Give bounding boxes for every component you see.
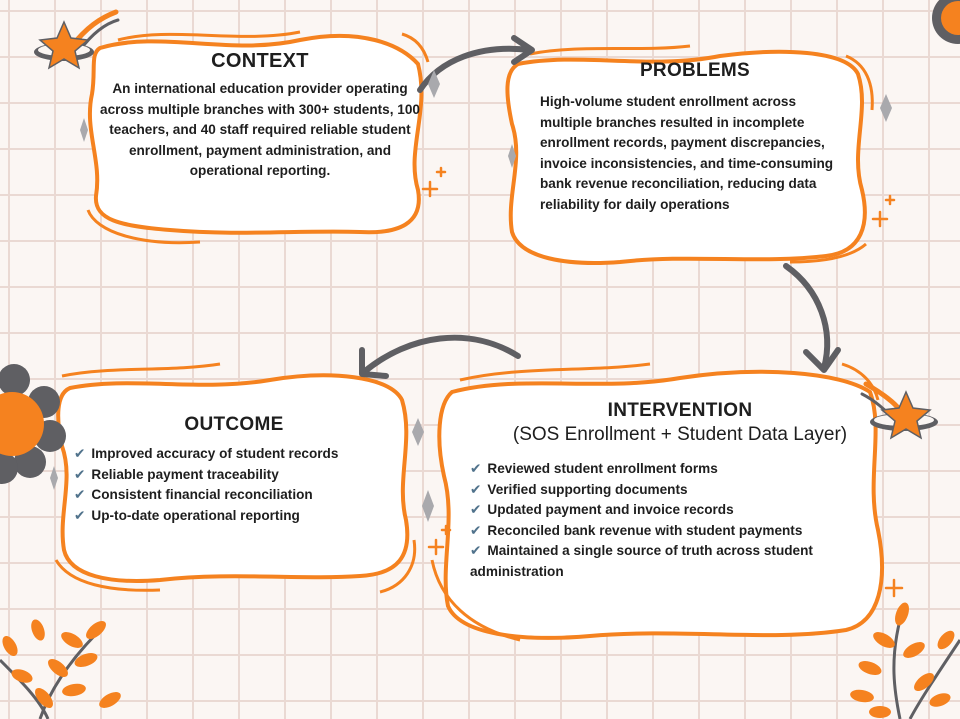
list-item xyxy=(470,459,890,480)
outcome-card xyxy=(74,414,404,526)
intervention-card xyxy=(470,400,890,582)
intervention-title: INTERVENTION xyxy=(607,400,753,421)
intervention-item-text: Verified supporting documents xyxy=(487,481,688,497)
intervention-item-text: Reviewed student enrollment forms xyxy=(487,461,718,476)
intervention-item-text: Maintained a single source of truth across student administration xyxy=(470,543,813,579)
check-icon: ✔ xyxy=(74,446,86,461)
outcome-item-text: Improved accuracy of student records xyxy=(91,446,339,461)
list-item xyxy=(470,500,890,521)
intervention-item-text: Reconciled bank revenue with student payments xyxy=(487,522,803,538)
check-icon: ✔ xyxy=(470,522,482,538)
list-item xyxy=(74,506,404,527)
list-item xyxy=(74,485,404,506)
arrow-icon xyxy=(786,266,838,370)
outcome-list xyxy=(74,444,404,526)
list-item xyxy=(470,521,890,542)
outcome-item-text: Consistent financial reconciliation xyxy=(91,487,313,502)
problems-card xyxy=(540,60,850,215)
list-item xyxy=(470,541,890,582)
arrow-icon xyxy=(362,338,518,376)
flower-icon xyxy=(0,364,66,484)
problems-text: High-volume student enrollment across multiple branches resulted in incomplete enrollment records, payment discrepancies, invoice inconsistencies, and time-consuming bank revenue reconciliation, reducing data reliability for daily operations xyxy=(540,94,834,212)
check-icon: ✔ xyxy=(470,481,482,497)
check-icon: ✔ xyxy=(74,487,86,502)
context-card xyxy=(100,50,420,182)
problems-title: PROBLEMS xyxy=(639,60,751,81)
list-item xyxy=(470,480,890,501)
check-icon: ✔ xyxy=(470,543,482,558)
outcome-title: OUTCOME xyxy=(184,414,284,435)
check-icon: ✔ xyxy=(74,466,86,482)
check-icon: ✔ xyxy=(470,461,482,476)
list-item xyxy=(74,444,404,465)
outcome-item-text: Reliable payment traceability xyxy=(91,466,279,482)
context-title: CONTEXT xyxy=(211,50,309,72)
intervention-list xyxy=(470,459,890,582)
leaf-branch-icon xyxy=(0,618,123,719)
check-icon: ✔ xyxy=(470,502,482,517)
intervention-subtitle: (SOS Enrollment + Student Data Layer) xyxy=(512,424,848,445)
context-text: An international education provider operating across multiple branches with 300+ students, 100 teachers, and 40 staff required reliable student enrollment, payment administration, and operational reporting. xyxy=(100,81,420,178)
flower-icon xyxy=(932,0,960,44)
list-item xyxy=(74,465,404,486)
outcome-item-text: Up-to-date operational reporting xyxy=(91,507,300,523)
intervention-item-text: Updated payment and invoice records xyxy=(487,502,734,517)
check-icon: ✔ xyxy=(74,507,86,523)
